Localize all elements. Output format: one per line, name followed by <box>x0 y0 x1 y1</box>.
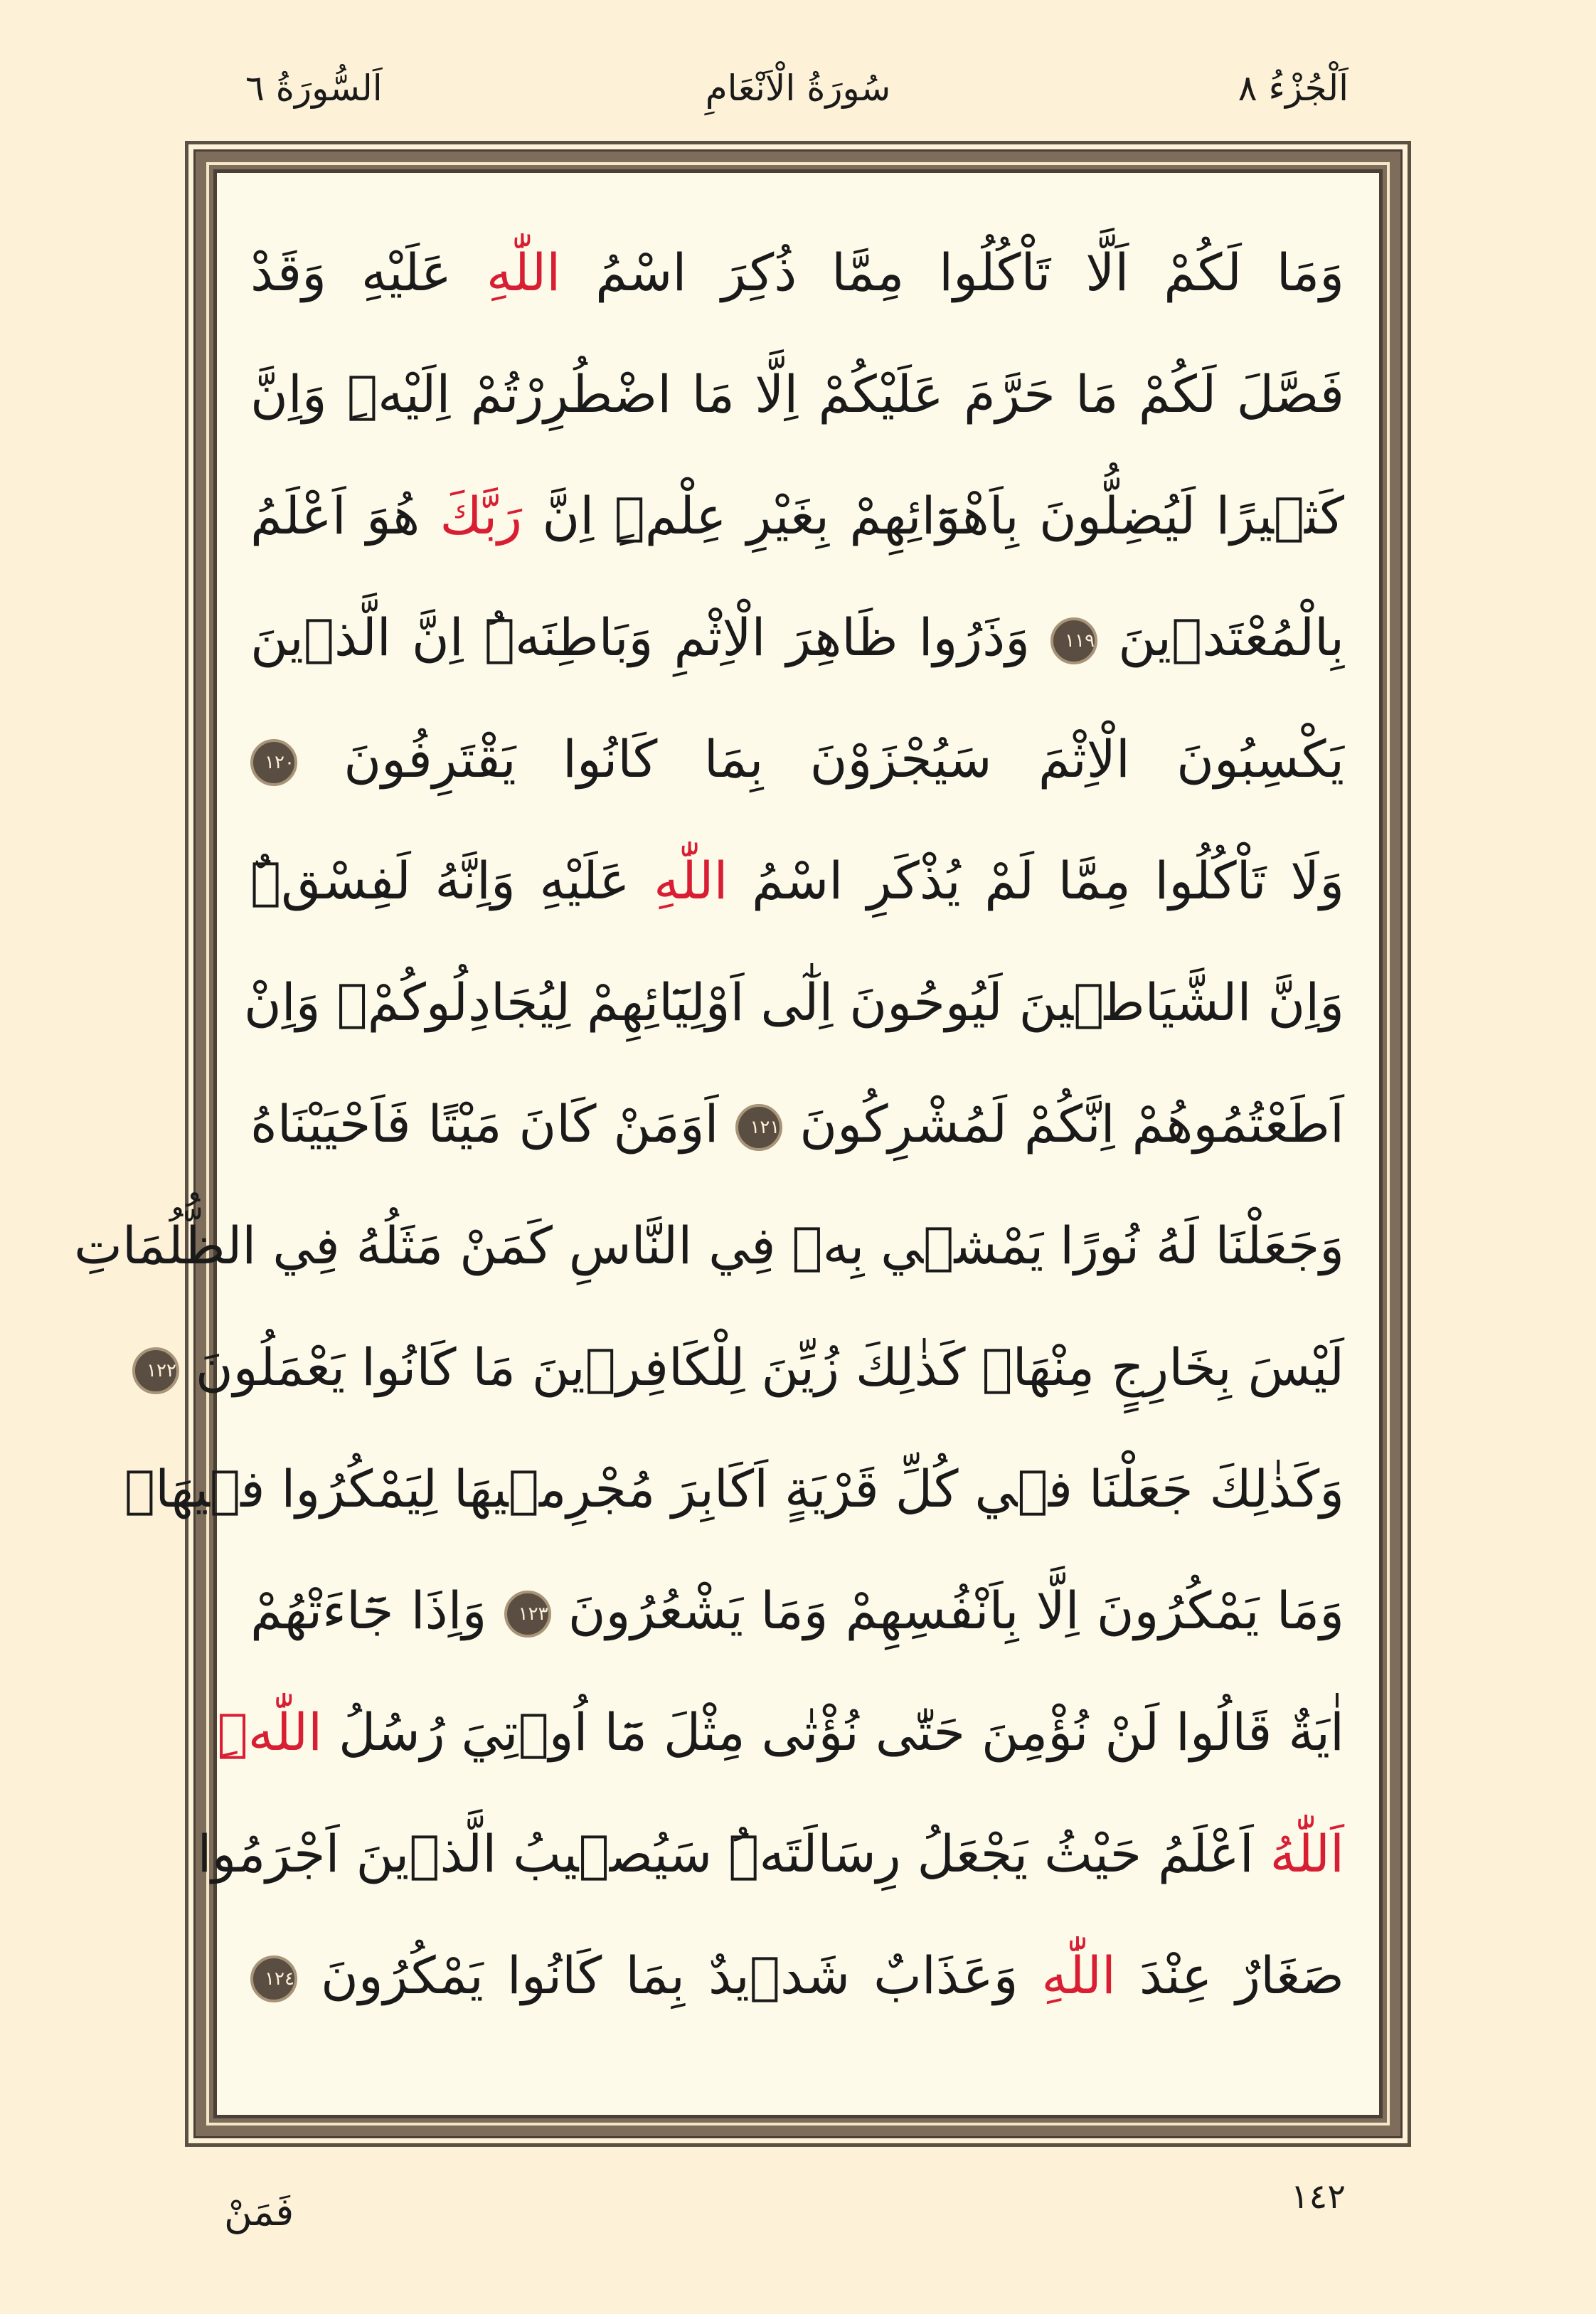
text-line <box>220 1063 1373 1185</box>
divine-name: اَللّٰهُ <box>1270 1824 1344 1884</box>
verse-text: وَجَعَلْنَا لَهُ نُورًا يَمْش۪ي بِه۪ فِي النَّاسِ كَمَنْ مَثَلُهُ فِي الظُّلُمَاتِ <box>74 1216 1344 1275</box>
surah-number-label: اَلسُّورَةُ ٦ <box>245 68 383 109</box>
text-line <box>217 1672 1373 1793</box>
verse-text: اٰيَةٌ قَالُوا لَنْ نُؤْمِنَ حَتّٰى نُؤْتٰى مِثْلَ مَٓا اُو۫تِيَ رُسُلُ <box>322 1702 1344 1762</box>
verse-text: يَكْسِبُونَ الْاِثْمَ سَيُجْزَوْنَ بِمَا كَانُوا يَقْتَرِفُونَ <box>297 729 1344 789</box>
verse-text: هُوَ اَعْلَمُ <box>250 486 440 546</box>
verse-text: اَوَمَنْ كَانَ مَيْتًا فَاَحْيَيْنَاهُ <box>250 1094 736 1154</box>
text-line <box>220 1550 1373 1672</box>
text-line <box>220 699 1373 820</box>
quran-text-block <box>74 212 1373 2037</box>
verse-text: صَغَارٌ عِنْدَ <box>1115 1946 1344 2005</box>
verse-text: وَلَا تَاْكُلُوا مِمَّا لَمْ يُذْكَرِ اسْمُ <box>728 851 1344 911</box>
text-line <box>197 1793 1373 1915</box>
ayah-number-marker: ١٢٣ <box>504 1591 551 1638</box>
text-line <box>124 1428 1373 1550</box>
ayah-number-marker: ١١٩ <box>1050 617 1097 664</box>
verse-text: فَصَّلَ لَكُمْ مَا حَرَّمَ عَلَيْكُمْ اِلَّا مَا اضْطُرِرْتُمْ اِلَيْهِۜ وَاِنَّ <box>250 364 1344 424</box>
verse-text: وَمَا يَمْكُرُونَ اِلَّا بِاَنْفُسِهِمْ وَمَا يَشْعُرُونَ <box>550 1581 1344 1640</box>
ayah-number-marker: ١٢٢ <box>132 1347 179 1394</box>
verse-text: عَلَيْهِ وَقَدْ <box>250 243 486 302</box>
page-number: ١٤٢ <box>1290 2177 1346 2217</box>
verse-text: وَاِذَا جَٓاءَتْهُمْ <box>250 1581 504 1640</box>
verse-text: كَث۪يرًا لَيُضِلُّونَ بِاَهْوَٓائِهِمْ بِغَيْرِ عِلْمٍۜ اِنَّ <box>522 486 1345 546</box>
text-line <box>220 942 1373 1063</box>
ayah-number-marker: ١٢١ <box>735 1104 782 1151</box>
verse-text: وَعَذَابٌ شَد۪يدٌ بِمَا كَانُوا يَمْكُرُونَ <box>297 1946 1042 2005</box>
juz-label: اَلْجُزْءُ ٨ <box>1238 68 1348 109</box>
surah-title: سُورَةُ الْاَنْعَامِ <box>705 68 891 109</box>
text-line <box>220 577 1373 699</box>
page-header <box>0 68 1596 132</box>
verse-text: عَلَيْهِ وَاِنَّهُ لَفِسْقٌۜ <box>250 851 654 911</box>
text-line <box>220 820 1373 942</box>
verse-text: بِالْمُعْتَد۪ينَ <box>1097 607 1344 667</box>
ayah-number-marker: ١٢٤ <box>250 1955 297 2002</box>
text-line <box>147 1307 1373 1428</box>
verse-text: وَكَذٰلِكَ جَعَلْنَا ف۪ي كُلِّ قَرْيَةٍ اَكَابِرَ مُجْرِم۪يهَا لِيَمْكُرُوا ف۪يهَاۜ <box>124 1459 1344 1519</box>
divine-name: رَبَّكَ <box>440 486 523 546</box>
text-line <box>220 212 1373 334</box>
catchword: فَمَنْ <box>224 2190 294 2234</box>
verse-text: وَاِنَّ الشَّيَاط۪ينَ لَيُوحُونَ اِلٰٓى اَوْلِيَٓائِهِمْ لِيُجَادِلُوكُمْۚ وَاِنْ <box>243 972 1344 1032</box>
verse-text: لَيْسَ بِخَارِجٍ مِنْهَاۜ كَذٰلِكَ زُيِّنَ لِلْكَافِر۪ينَ مَا كَانُوا يَعْمَلُونَ <box>179 1337 1344 1397</box>
verse-text: وَذَرُوا ظَاهِرَ الْاِثْمِ وَبَاطِنَهُۜ اِنَّ الَّذ۪ينَ <box>250 607 1051 667</box>
ayah-number-marker: ١٢٠ <box>250 739 297 786</box>
text-line <box>220 334 1373 455</box>
divine-name: اللّٰهِۜ <box>217 1702 323 1762</box>
divine-name: اللّٰهِ <box>654 851 728 911</box>
verse-text: اَطَعْتُمُوهُمْ اِنَّكُمْ لَمُشْرِكُونَ <box>782 1094 1344 1154</box>
verse-text: اَعْلَمُ حَيْثُ يَجْعَلُ رِسَالَتَهُۜ سَيُص۪يبُ الَّذ۪ينَ اَجْرَمُوا <box>197 1824 1270 1884</box>
divine-name: اللّٰهِ <box>1041 1946 1116 2005</box>
verse-text: وَمَا لَكُمْ اَلَّا تَاْكُلُوا مِمَّا ذُكِرَ اسْمُ <box>560 243 1344 302</box>
divine-name: اللّٰهِ <box>486 243 561 302</box>
text-line <box>74 1185 1373 1307</box>
text-line <box>220 1915 1373 2037</box>
text-line <box>220 455 1373 577</box>
